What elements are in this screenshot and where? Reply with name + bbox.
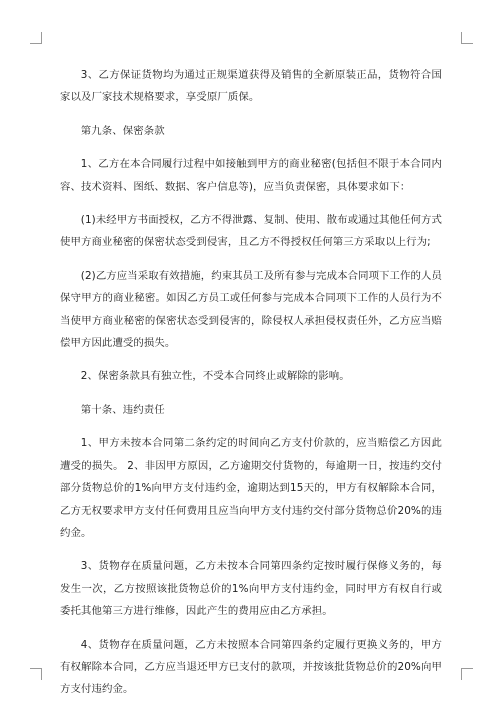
clause-9-item-1: 1、乙方在本合同履行过程中如接触到甲方的商业秘密(包括但不限于本合同内容、技术资料、图纸、数据、客户信息等)，应当负责保密，具体要求如下： (60, 158, 442, 193)
document-body (60, 64, 442, 712)
clause-9-item-1-sub-1: (1)未经甲方书面授权，乙方不得泄露、复制、使用、散布或通过其他任何方式使甲方商业秘密的保密状态受到侵害，且乙方不得授权任何第三方采取以上行为; (60, 214, 443, 249)
crop-mark-top-left (30, 32, 42, 44)
clause-9-item-2: 2、保密条款具有独立性，不受本合同终止或解除的影响。 (80, 370, 350, 383)
article-9-heading: 第九条、保密条款 (80, 124, 165, 137)
crop-mark-bottom-right (461, 668, 473, 680)
article-10-heading: 第十条、违约责任 (80, 403, 165, 416)
clause-10-items-1-2: 1、甲方未按本合同第二条约定的时间向乙方支付价款的，应当赔偿乙方因此遭受的损失。 2、非因甲方原因，乙方逾期交付货物的，每逾期一日，按违约交付部分货物总价的1%向甲方支付违约金，逾期达到15天的，甲方有权解除本合同，乙方无权要求甲方支付任何费用且应当向甲方支付违约交付部分货物总价20%的违约金。 (60, 437, 442, 539)
crop-mark-bottom-left (30, 668, 42, 680)
crop-mark-top-right (461, 32, 473, 44)
clause-9-item-1-sub-2: (2)乙方应当采取有效措施，约束其员工及所有参与完成本合同项下工作的人员保守甲方的商业秘密。如因乙方员工或任何参与完成本合同项下工作的人员行为不当使甲方商业秘密的保密状态受到侵害的，除侵权人承担侵权责任外，乙方应当赔偿甲方因此遭受的损失。 (60, 269, 443, 350)
clause-8-item-3: 3、乙方保证货物均为通过正规渠道获得及销售的全新原装正品，货物符合国家以及厂家技术规格要求，享受原厂质保。 (60, 69, 442, 104)
clause-10-item-3: 3、货物存在质量问题，乙方未按本合同第四条约定按时履行保修义务的，每发生一次，乙方按照该批货物总价的1%向甲方支付违约金，同时甲方有权自行或委托其他第三方进行维修，因此产生的费用应由乙方承担。 (60, 560, 442, 618)
clause-10-item-4: 4、货物存在质量问题，乙方未按照本合同第四条约定履行更换义务的，甲方有权解除本合同，乙方应当退还甲方已支付的款项，并按该批货物总价的20%向甲方支付违约金。 (60, 638, 442, 696)
